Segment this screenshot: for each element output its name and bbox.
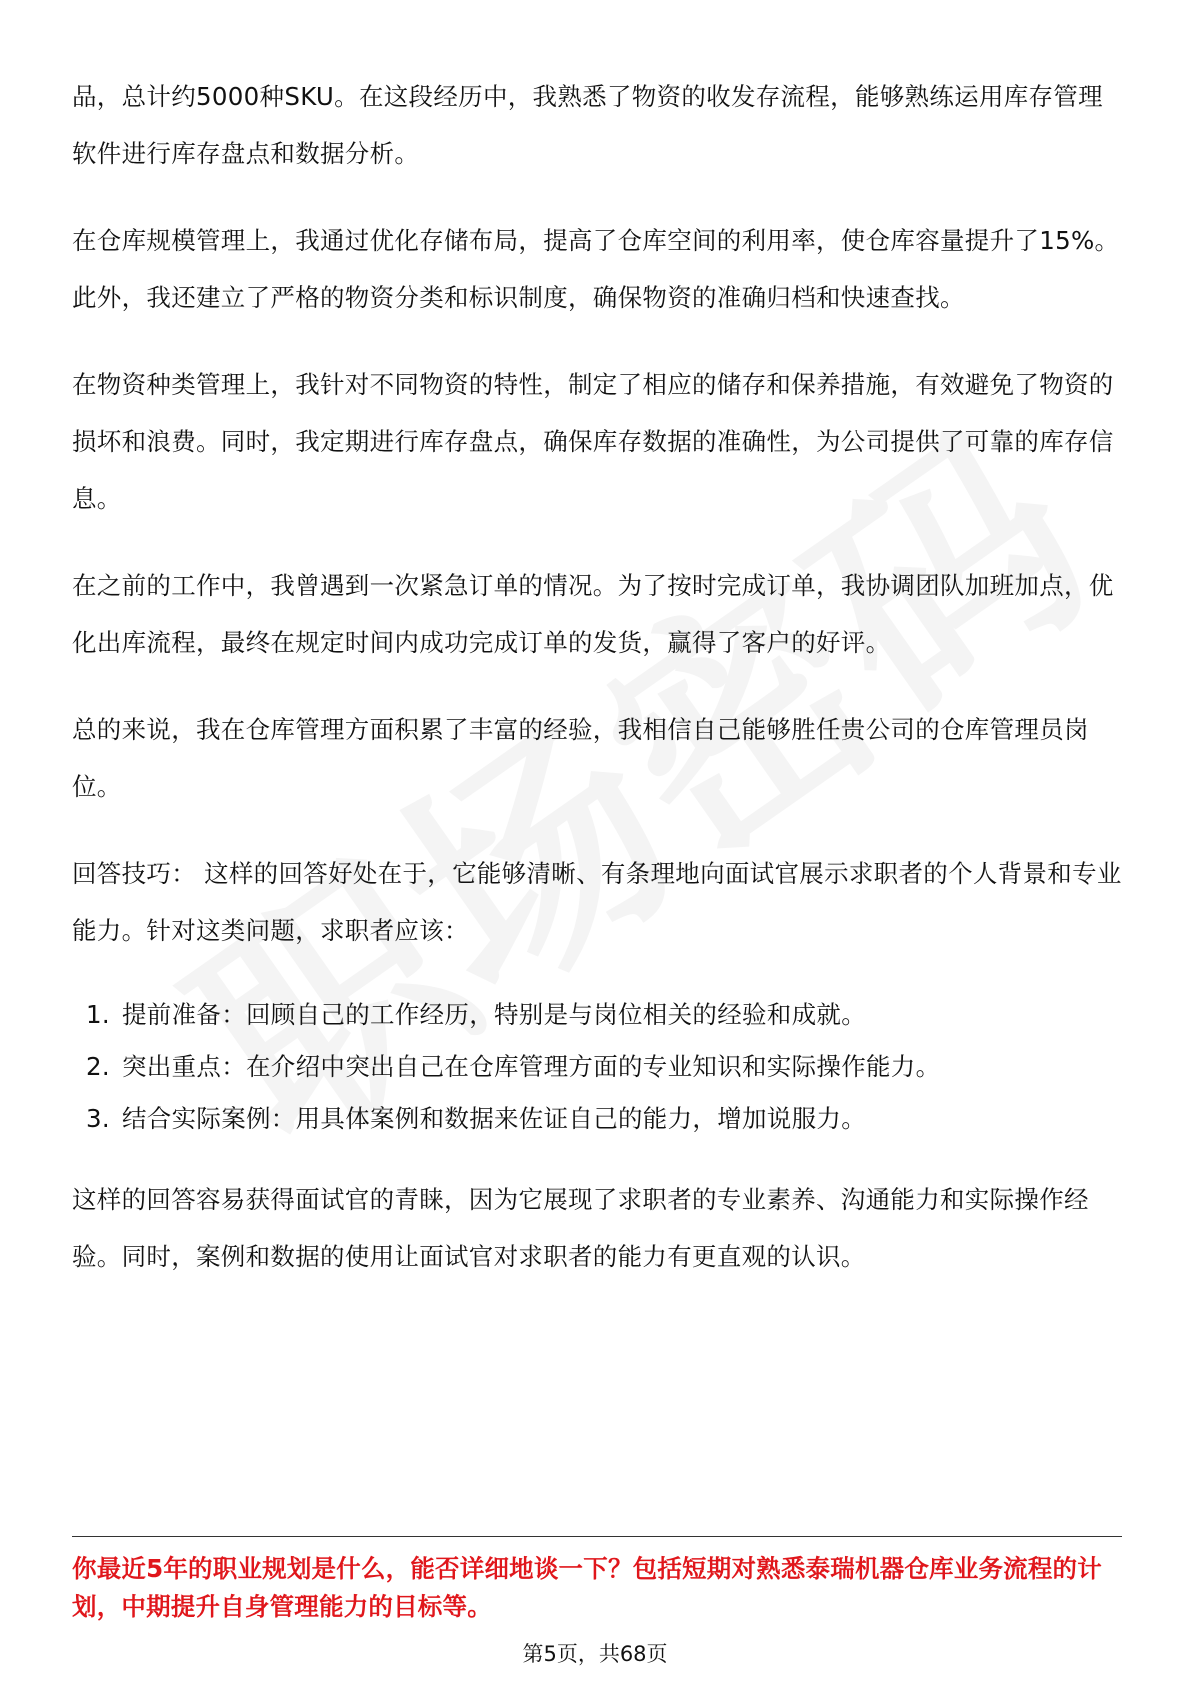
next-question-heading: 你最近5年的职业规划是什么，能否详细地谈一下？包括短期对熟悉泰瑞机器仓库业务流程的计划，中期提升自身管理能力的目标等。 xyxy=(72,1554,1102,1621)
list-text: 突出重点：在介绍中突出自己在仓库管理方面的专业知识和实际操作能力。 xyxy=(122,1052,941,1081)
paragraph-material-types: 在物资种类管理上，我针对不同物资的特性，制定了相应的储存和保养措施，有效避免了物资的损坏和浪费。同时，我定期进行库存盘点，确保库存数据的准确性，为公司提供了可靠的库存信息。 xyxy=(72,370,1114,513)
paragraph-answer-tips: 回答技巧： 这样的回答好处在于，它能够清晰、有条理地向面试官展示求职者的个人背景和专业能力。针对这类问题，求职者应该： xyxy=(72,859,1122,945)
paragraph-experience: 品，总计约5000种SKU。在这段经历中，我熟悉了物资的收发存流程，能够熟练运用库存管理软件进行库存盘点和数据分析。 xyxy=(72,82,1103,168)
list-item xyxy=(72,1041,1122,1093)
list-number: 3. xyxy=(86,1104,110,1133)
paragraph-warehouse-scale: 在仓库规模管理上，我通过优化存储布局，提高了仓库空间的利用率，使仓库容量提升了15%。此外，我还建立了严格的物资分类和标识制度，确保物资的准确归档和快速查找。 xyxy=(72,226,1120,312)
list-number: 1. xyxy=(86,1000,110,1029)
page-footer: 第5页，共68页 xyxy=(522,1642,668,1666)
section-divider xyxy=(72,1536,1122,1537)
paragraph-closing: 这样的回答容易获得面试官的青睐，因为它展现了求职者的专业素养、沟通能力和实际操作经验。同时，案例和数据的使用让面试官对求职者的能力有更直观的认识。 xyxy=(72,1185,1089,1271)
list-item xyxy=(72,989,1122,1041)
document-body xyxy=(72,68,1122,1315)
tips-list xyxy=(72,989,1122,1145)
list-item xyxy=(72,1093,1122,1145)
paragraph-summary: 总的来说，我在仓库管理方面积累了丰富的经验，我相信自己能够胜任贵公司的仓库管理员岗位。 xyxy=(72,715,1089,801)
paragraph-urgent-order: 在之前的工作中，我曾遇到一次紧急订单的情况。为了按时完成订单，我协调团队加班加点，优化出库流程，最终在规定时间内成功完成订单的发货，赢得了客户的好评。 xyxy=(72,571,1114,657)
list-number: 2. xyxy=(86,1052,110,1081)
list-text: 提前准备：回顾自己的工作经历，特别是与岗位相关的经验和成就。 xyxy=(122,1000,866,1029)
list-text: 结合实际案例：用具体案例和数据来佐证自己的能力，增加说服力。 xyxy=(122,1104,866,1133)
